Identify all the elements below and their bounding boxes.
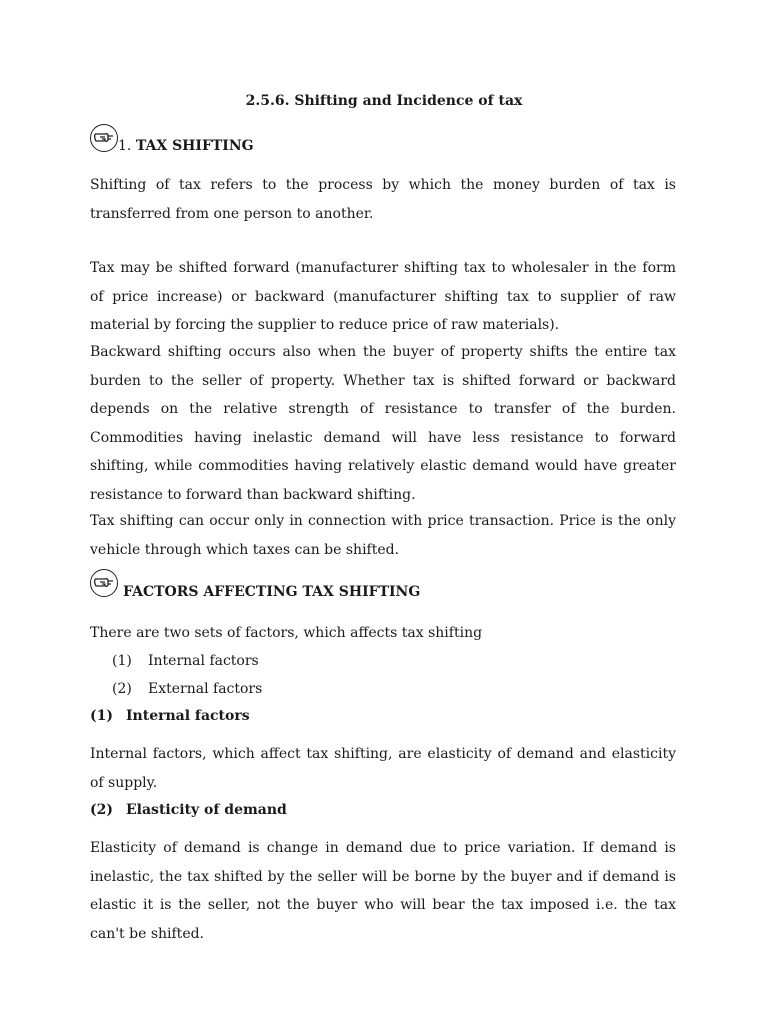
section1-heading-row [118, 138, 254, 154]
pointing-hand-icon [90, 569, 118, 597]
section2-intro: There are two sets of factors, which affects tax shifting [90, 625, 483, 641]
section1-heading: TAX SHIFTING [135, 138, 254, 154]
paragraph-1: Shifting of tax refers to the process by which the money burden of tax is transferred from one person to another. [90, 177, 676, 222]
subheading-number: (1) [90, 708, 113, 724]
section1-number: 1. [118, 138, 132, 154]
page-title: 2.5.6. Shifting and Incidence of tax [245, 93, 523, 109]
list-item-label: External factors [148, 681, 263, 697]
paragraph-3: Backward shifting occurs also when the buyer of property shifts the entire tax burden to the seller of property. Whether tax is shifted forward or backward depends on the relative strength of resistance to transfer of the burden. Commodities having inelastic demand will have less resistance to forward shifting, while commodities having relatively elastic demand would have greater resistance to forward than backward shifting. [90, 344, 676, 503]
section2-heading: FACTORS AFFECTING TAX SHIFTING [123, 584, 421, 600]
list-item-number: (2) [112, 681, 132, 697]
subheading-label: Internal factors [126, 708, 250, 724]
pointing-hand-icon [90, 124, 118, 152]
list-item-number: (1) [112, 653, 132, 669]
list-item [112, 675, 262, 703]
list-item [112, 647, 259, 675]
paragraph-4: Tax shifting can occur only in connection with price transaction. Price is the only vehicle through which taxes can be shifted. [90, 513, 676, 558]
list-item-label: Internal factors [148, 653, 259, 669]
internal-factors-text: Internal factors, which affect tax shifting, are elasticity of demand and elasticity of supply. [90, 746, 676, 791]
paragraph-2: Tax may be shifted forward (manufacturer shifting tax to wholesaler in the form of price increase) or backward (manufacturer shifting tax to supplier of raw material by forcing the supplier to reduce price of raw materials). [90, 260, 676, 333]
subheading-label: Elasticity of demand [126, 802, 287, 818]
elasticity-of-demand-text: Elasticity of demand is change in demand due to price variation. If demand is inelastic, the tax shifted by the seller will be borne by the buyer and if demand is elastic it is the seller, not the buyer who will bear the tax imposed i.e. the tax can't be shifted. [90, 840, 676, 942]
subheading-elasticity-of-demand [90, 802, 287, 818]
subheading-number: (2) [90, 802, 113, 818]
subheading-internal-factors [90, 708, 250, 724]
